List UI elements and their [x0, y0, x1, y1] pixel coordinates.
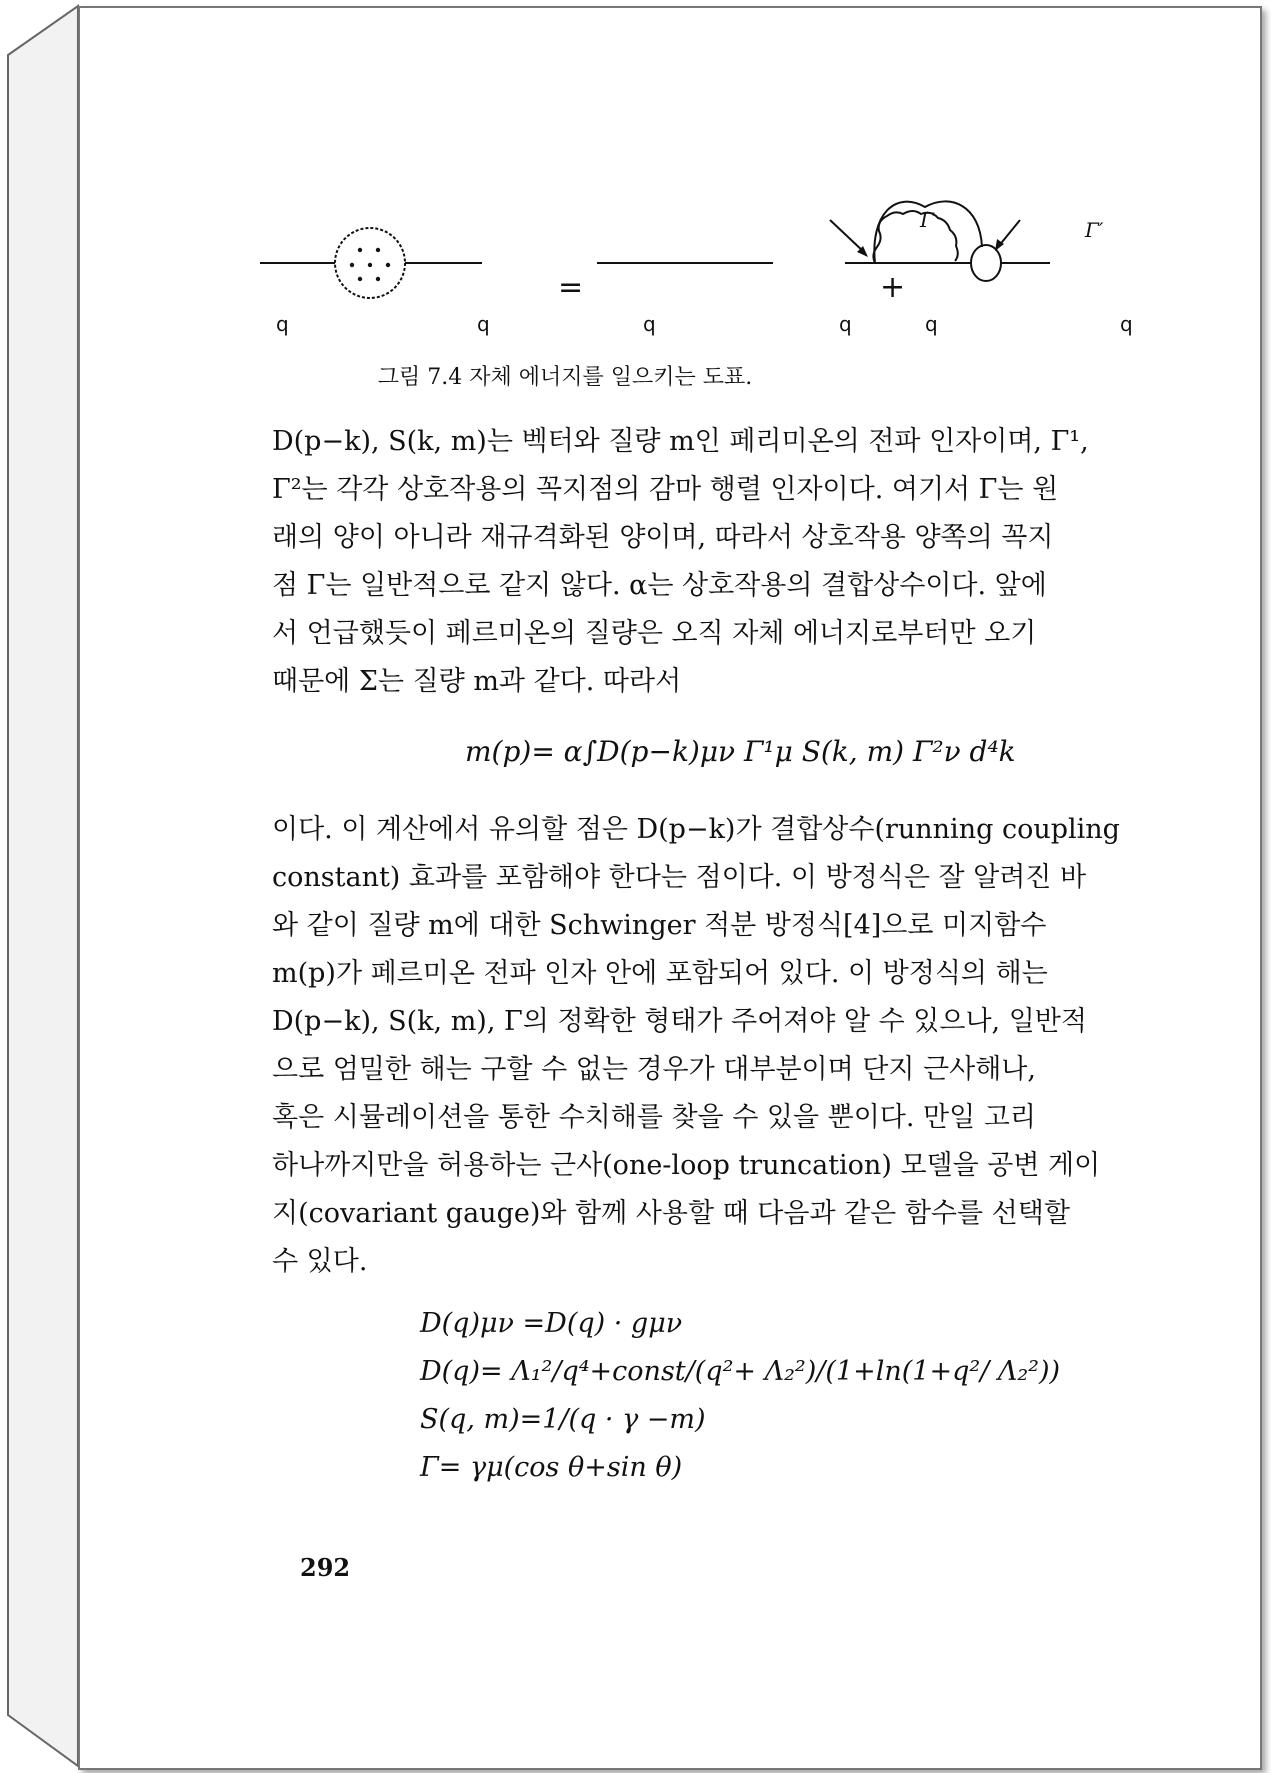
text-line: 이다. 이 계산에서 유의할 점은 D(p−k)가 결합상수(running coupling: [272, 814, 1120, 845]
definition-propagator: D(q)= Λ₁²/q⁴+const/(q²+ Λ₂²)/(1+ln(1+q²/ Λ₂²)): [420, 1356, 1061, 1387]
page-number: 292: [300, 1553, 351, 1582]
definition-fermion-propagator: S(q, m)=1/(q · γ −m): [420, 1404, 706, 1435]
text-line: 지(covariant gauge)와 함께 사용할 때 다음과 같은 함수를 선택할: [272, 1198, 1070, 1229]
text-line: D(p−k), S(k, m), Γ의 정확한 형태가 주어져야 알 수 있으나, 일반적: [272, 1006, 1087, 1037]
text-line: 하나까지만을 허용하는 근사(one-loop truncation) 모델을 공변 게이: [272, 1150, 1101, 1181]
label-q4: q: [839, 312, 852, 336]
text-line: 으로 엄밀한 해는 구할 수 없는 경우가 대부분이며 단지 근사해나,: [272, 1054, 1036, 1085]
label-q5: q: [925, 312, 938, 336]
text-line: D(p−k), S(k, m)는 벡터와 질량 m인 페리미온의 전파 인자이며, Γ¹,: [272, 426, 1089, 457]
text-line: 서 언급했듯이 페르미온의 질량은 오직 자체 에너지로부터만 오기: [272, 618, 1037, 649]
text-line: 혹은 시뮬레이션을 통한 수치해를 찾을 수 있을 뿐이다. 만일 고리: [272, 1102, 1036, 1133]
plus-sign: +: [880, 270, 906, 305]
gamma-label: Γ: [920, 208, 934, 232]
definition-propagator-tensor: D(q)μν =D(q) · gμν: [420, 1308, 683, 1339]
label-q1: q: [276, 312, 289, 336]
paragraph-1: [272, 418, 1142, 706]
paragraph-2: [272, 806, 1142, 1286]
label-q2: q: [477, 312, 490, 336]
text-line: Γ²는 각각 상호작용의 꼭지점의 감마 행렬 인자이다. 여기서 Γ는 원: [272, 474, 1059, 505]
text-line: 때문에 Σ는 질량 m과 같다. 따라서: [272, 666, 682, 697]
text-line: 와 같이 질량 m에 대한 Schwinger 적분 방정식[4]으로 미지함수: [272, 910, 1047, 941]
text-line: 수 있다.: [272, 1246, 368, 1277]
label-q3: q: [643, 312, 656, 336]
text-line: 래의 양이 아니라 재규격화된 양이며, 따라서 상호작용 양쪽의 꼭지: [272, 522, 1054, 553]
text-line: m(p)가 페르미온 전파 인자 안에 포함되어 있다. 이 방정식의 해는: [272, 958, 1048, 989]
definition-vertex: Γ= γμ(cos θ+sin θ): [420, 1452, 683, 1483]
book-spine: [0, 0, 90, 1773]
self-energy-diagram: [260, 195, 1160, 355]
figure-caption: 그림 7.4 자체 에너지를 일으키는 도표.: [377, 365, 753, 390]
text-line: 점 Γ는 일반적으로 같지 않다. α는 상호작용의 결합상수이다. 앞에: [272, 570, 1047, 601]
label-q6: q: [1120, 312, 1133, 336]
equals-sign: =: [558, 270, 584, 305]
self-energy-equation: m(p)= α∫D(p−k)μν Γ¹μ S(k, m) Γ²ν d⁴k: [465, 735, 1016, 768]
gamma-prime-label: Γ′: [1085, 218, 1104, 242]
function-definitions: [420, 1300, 1060, 1492]
text-line: constant) 효과를 포함해야 한다는 점이다. 이 방정식은 잘 알려진 바: [272, 862, 1087, 893]
